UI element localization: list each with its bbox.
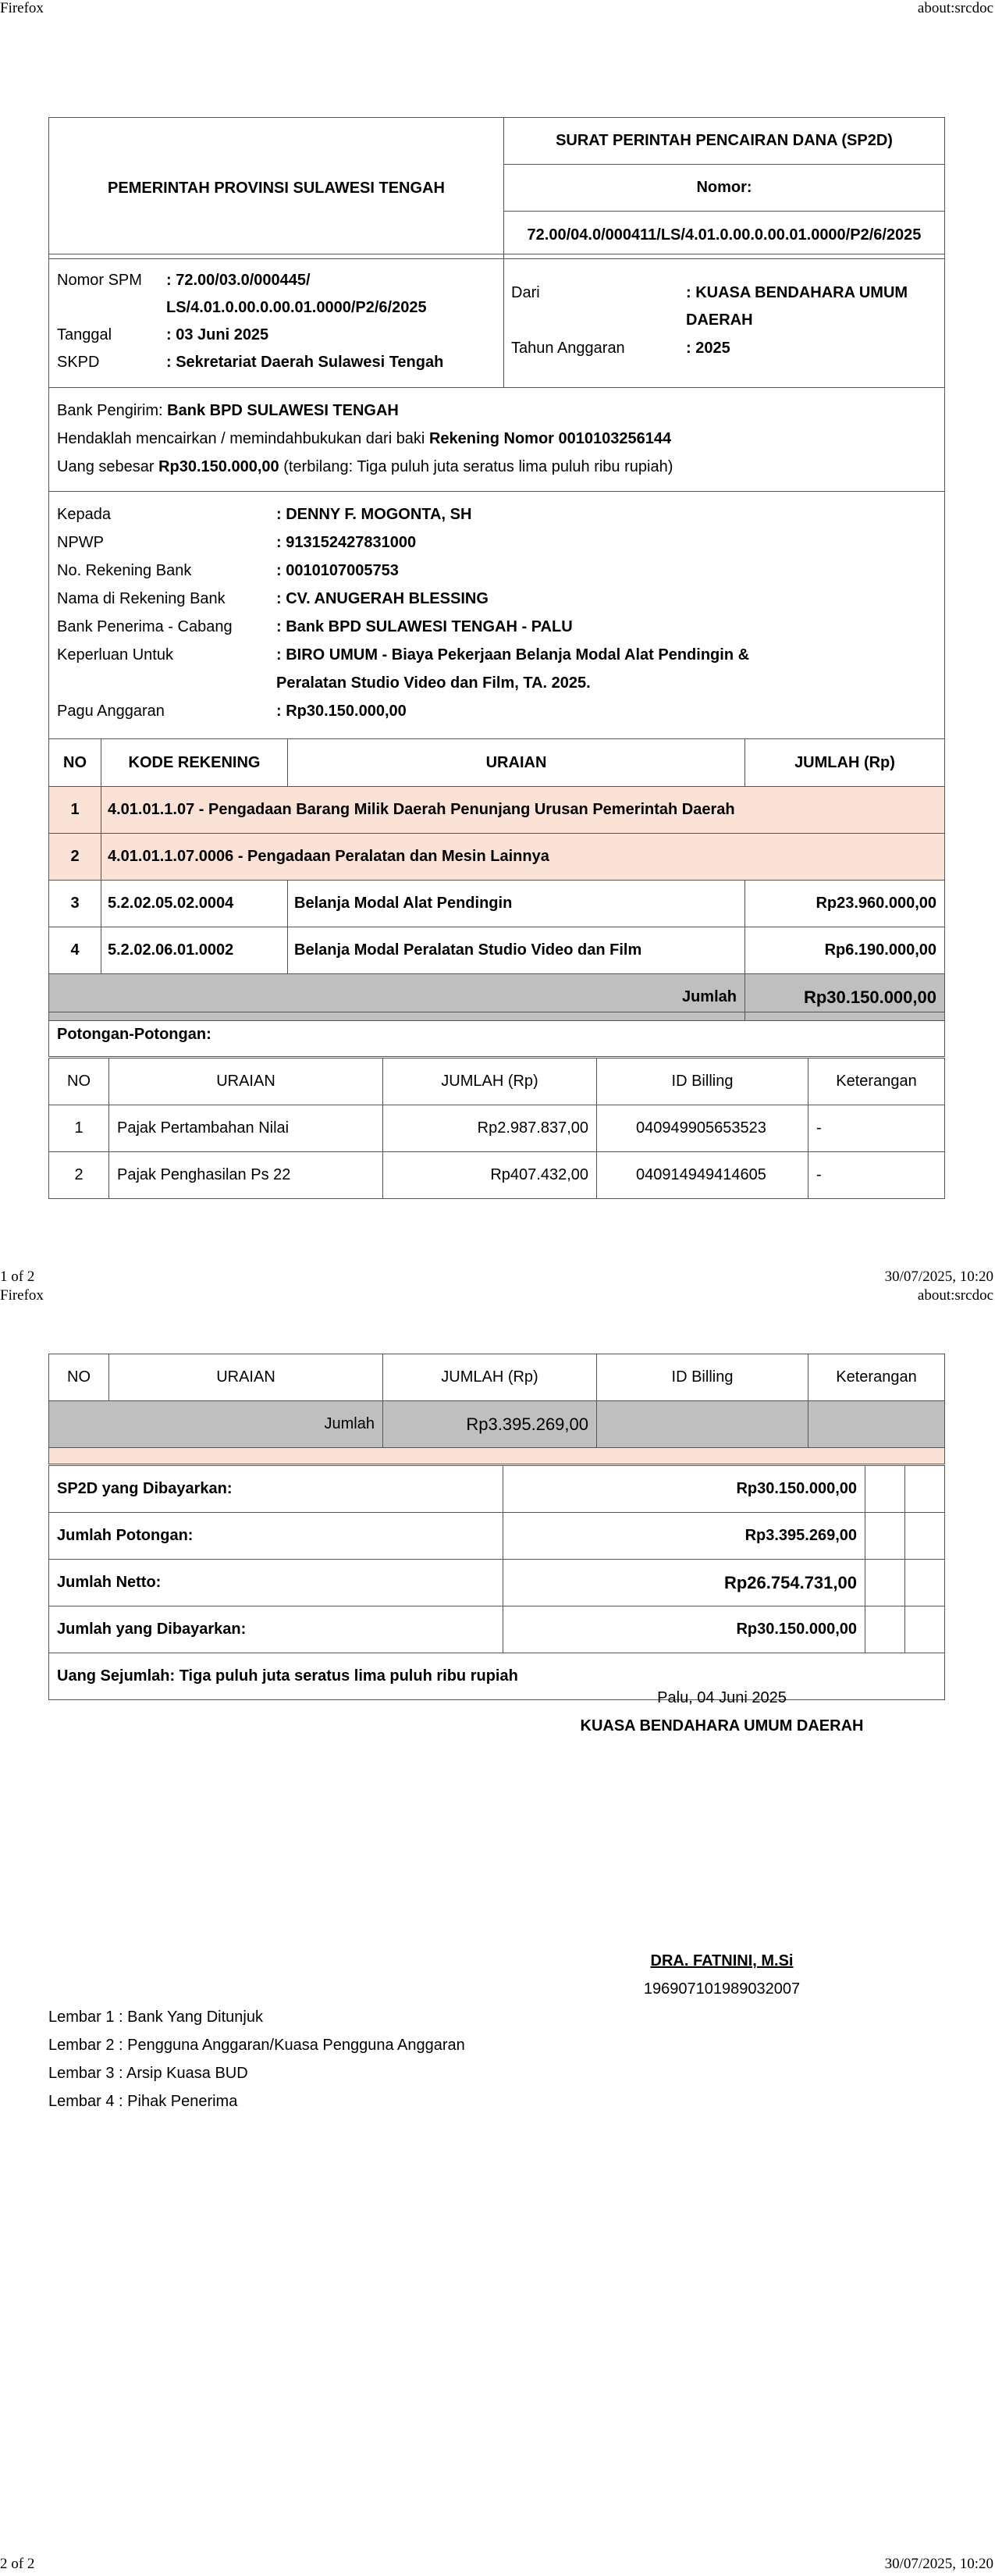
row-uraian: Pajak Penghasilan Ps 22 [109,1152,383,1199]
empty-cell [905,1560,945,1606]
dari-value-line1: : KUASA BENDAHARA UMUM [686,284,908,301]
sp2d-value: Rp30.150.000,00 [503,1466,865,1513]
table-row [49,1152,945,1199]
col-keterangan: Keterangan [808,1059,945,1105]
table-header-row [49,739,945,787]
total-row [49,1401,945,1448]
spacer-cell [49,1448,945,1464]
skpd-value: : Sekretariat Daerah Sulawesi Tengah [166,354,444,371]
nama-rekening-label: Nama di Rekening Bank [57,590,226,607]
row-jumlah: Rp2.987.837,00 [383,1105,597,1152]
print-datetime: 30/07/2025, 10:20 [884,2556,993,2572]
col-id-billing: ID Billing [597,1354,808,1401]
row-no: 1 [49,787,101,834]
table-row [49,881,945,927]
row-group-text: 4.01.01.1.07.0006 - Pengadaan Peralatan dan Mesin Lainnya [101,834,945,881]
browser-name: Firefox [0,1287,44,1304]
col-uraian: URAIAN [288,739,745,787]
col-keterangan: Keterangan [808,1354,945,1401]
print-header [0,0,995,17]
row-kode: 5.2.02.05.02.0004 [101,881,288,927]
potongan-title-box [48,1012,945,1057]
rekening-value: : 0010107005753 [276,562,399,579]
row-no: 3 [49,881,101,927]
spacer-row [49,1448,945,1464]
empty-cell [865,1560,905,1606]
nomor-label: Nomor: [504,165,945,212]
empty-cell [865,1606,905,1653]
col-id-billing: ID Billing [597,1059,808,1105]
total-label: Jumlah [49,974,745,1021]
divider [503,254,504,387]
table-row [49,1105,945,1152]
npwp-value: : 913152427831000 [276,534,417,551]
government-name: PEMERINTAH PROVINSI SULAWESI TENGAH [49,118,504,259]
print-header [0,1287,995,1304]
row-kode: 5.2.02.06.01.0002 [101,927,288,974]
row-no: 2 [49,1152,109,1199]
potongan-table [48,1058,945,1199]
signature-name-text: DRA. FATNINI, M.Si [650,1952,794,1969]
print-footer [0,1268,995,1286]
sp2d-header-table [48,117,945,259]
row-no: 1 [49,1105,109,1152]
potongan-table-continued [48,1354,945,1464]
row-no: 4 [49,927,101,974]
empty-cell [905,1466,945,1513]
row-id-billing: 040949905653523 [597,1105,808,1152]
uang-sebesar [57,458,673,476]
dibayarkan-label: Jumlah yang Dibayarkan: [49,1606,503,1653]
table-row [49,927,945,974]
npwp-label: NPWP [57,534,104,551]
row-group-text: 4.01.01.1.07 - Pengadaan Barang Milik Daerah Penunjang Urusan Pemerintah Daerah [101,787,945,834]
row-keterangan: - [808,1105,945,1152]
lembar-item: Lembar 1 : Bank Yang Ditunjuk [48,2008,263,2026]
col-jumlah: JUMLAH (Rp) [745,739,945,787]
table-row [49,787,945,834]
instruksi-text: Hendaklah mencairkan / memindahbukukan dari baki [57,430,429,447]
dibayarkan-value: Rp30.150.000,00 [503,1606,865,1653]
skpd-label: SKPD [57,354,100,371]
table-row [49,834,945,881]
summary-row [49,1606,945,1653]
print-footer [0,2556,995,2573]
bank-pengirim-value: Bank BPD SULAWESI TENGAH [167,402,399,419]
empty-cell [865,1466,905,1513]
rekening-table [48,738,945,1021]
signature-nip: 196907101989032007 [643,1980,801,1998]
spm-value-line2: LS/4.01.0.00.0.00.01.0000/P2/6/2025 [166,299,427,316]
signature-name [573,1952,871,1970]
empty-cell [597,1401,808,1448]
uang-sebesar-terbilang: (terbilang: Tiga puluh juta seratus lima puluh ribu rupiah) [279,458,673,475]
instruksi-pencairan [57,430,671,448]
col-uraian: URAIAN [109,1354,383,1401]
empty-cell [905,1513,945,1560]
kepada-label: Kepada [57,506,111,523]
row-id-billing: 040914949414605 [597,1152,808,1199]
pagu-value: : Rp30.150.000,00 [276,703,407,720]
rekening-label: No. Rekening Bank [57,562,192,579]
sp2d-label: SP2D yang Dibayarkan: [49,1466,503,1513]
uang-sebesar-amount: Rp30.150.000,00 [158,458,279,475]
col-uraian: URAIAN [109,1059,383,1105]
tanggal-value: : 03 Juni 2025 [166,326,269,343]
summary-row [49,1513,945,1560]
uang-sebesar-label: Uang sebesar [57,458,159,475]
row-jumlah: Rp407.432,00 [383,1152,597,1199]
page-number: 2 of 2 [0,2556,35,2572]
rekening-nomor: Rekening Nomor 0010103256144 [428,430,672,447]
bank-cabang-value: : Bank BPD SULAWESI TENGAH - PALU [276,618,573,635]
bank-pengirim-label: Bank Pengirim: [57,402,168,419]
signature-place-date: Palu, 04 Juni 2025 [657,1689,787,1706]
page-number: 1 of 2 [0,1268,35,1285]
nomor-value: 72.00/04.0/000411/LS/4.01.0.00.0.00.01.0000/P2/6/2025 [504,212,945,259]
row-keterangan: - [808,1152,945,1199]
keperluan-label: Keperluan Untuk [57,646,173,664]
tanggal-label: Tanggal [57,326,112,343]
tahun-label: Tahun Anggaran [511,340,625,357]
col-no: NO [49,1354,109,1401]
empty-cell [808,1401,945,1448]
summary-row [49,1560,945,1606]
col-jumlah: JUMLAH (Rp) [383,1354,597,1401]
terbilang-text: Uang Sejumlah: Tiga puluh juta seratus lima puluh ribu rupiah [49,1653,945,1700]
keperluan-value-line2: Peralatan Studio Video dan Film, TA. 2025. [276,674,591,692]
dari-value-line2: DAERAH [686,311,753,329]
total-value: Rp3.395.269,00 [383,1401,597,1448]
page-url: about:srcdoc [917,1287,993,1304]
table-header-row [49,1354,945,1401]
print-datetime: 30/07/2025, 10:20 [884,1268,993,1285]
pagu-label: Pagu Anggaran [57,703,165,720]
potongan-value: Rp3.395.269,00 [503,1513,865,1560]
row-uraian: Pajak Pertambahan Nilai [109,1105,383,1152]
total-value: Rp30.150.000,00 [745,974,945,1021]
col-no: NO [49,1059,109,1105]
row-uraian: Belanja Modal Peralatan Studio Video dan Film [288,927,745,974]
empty-cell [905,1606,945,1653]
summary-row [49,1466,945,1513]
netto-value: Rp26.754.731,00 [503,1560,865,1606]
tahun-value: : 2025 [686,340,730,357]
summary-table [48,1465,945,1700]
spm-value-line1: : 72.00/03.0/000445/ [166,272,311,289]
spm-label: Nomor SPM [57,272,142,289]
lembar-item: Lembar 4 : Pihak Penerima [48,2093,238,2110]
bank-pengirim [57,402,399,420]
keperluan-value-line1: : BIRO UMUM - Biaya Pekerjaan Belanja Modal Alat Pendingin & [276,646,750,664]
potongan-label: Jumlah Potongan: [49,1513,503,1560]
bank-cabang-label: Bank Penerima - Cabang [57,618,233,635]
potongan-title: Potongan-Potongan: [57,1026,211,1043]
netto-label: Jumlah Netto: [49,1560,503,1606]
page-url: about:srcdoc [917,0,993,16]
row-jumlah: Rp23.960.000,00 [745,881,945,927]
row-jumlah: Rp6.190.000,00 [745,927,945,974]
empty-cell [865,1513,905,1560]
signature-position: KUASA BENDAHARA UMUM DAERAH [580,1717,864,1735]
total-label: Jumlah [49,1401,383,1448]
col-no: NO [49,739,101,787]
row-uraian: Belanja Modal Alat Pendingin [288,881,745,927]
nama-rekening-value: : CV. ANUGERAH BLESSING [276,590,489,607]
lembar-item: Lembar 3 : Arsip Kuasa BUD [48,2065,248,2082]
penerima-section [48,491,945,739]
bank-section [48,387,945,492]
kepada-value: : DENNY F. MOGONTA, SH [276,506,472,523]
col-jumlah: JUMLAH (Rp) [383,1059,597,1105]
spm-info-section [48,254,945,388]
dari-label: Dari [511,284,540,301]
document-title: SURAT PERINTAH PENCAIRAN DANA (SP2D) [504,118,945,165]
lembar-item: Lembar 2 : Pengguna Anggaran/Kuasa Pengguna Anggaran [48,2037,465,2054]
col-kode-rekening: KODE REKENING [101,739,288,787]
row-no: 2 [49,834,101,881]
table-header-row [49,1059,945,1105]
browser-name: Firefox [0,0,44,16]
